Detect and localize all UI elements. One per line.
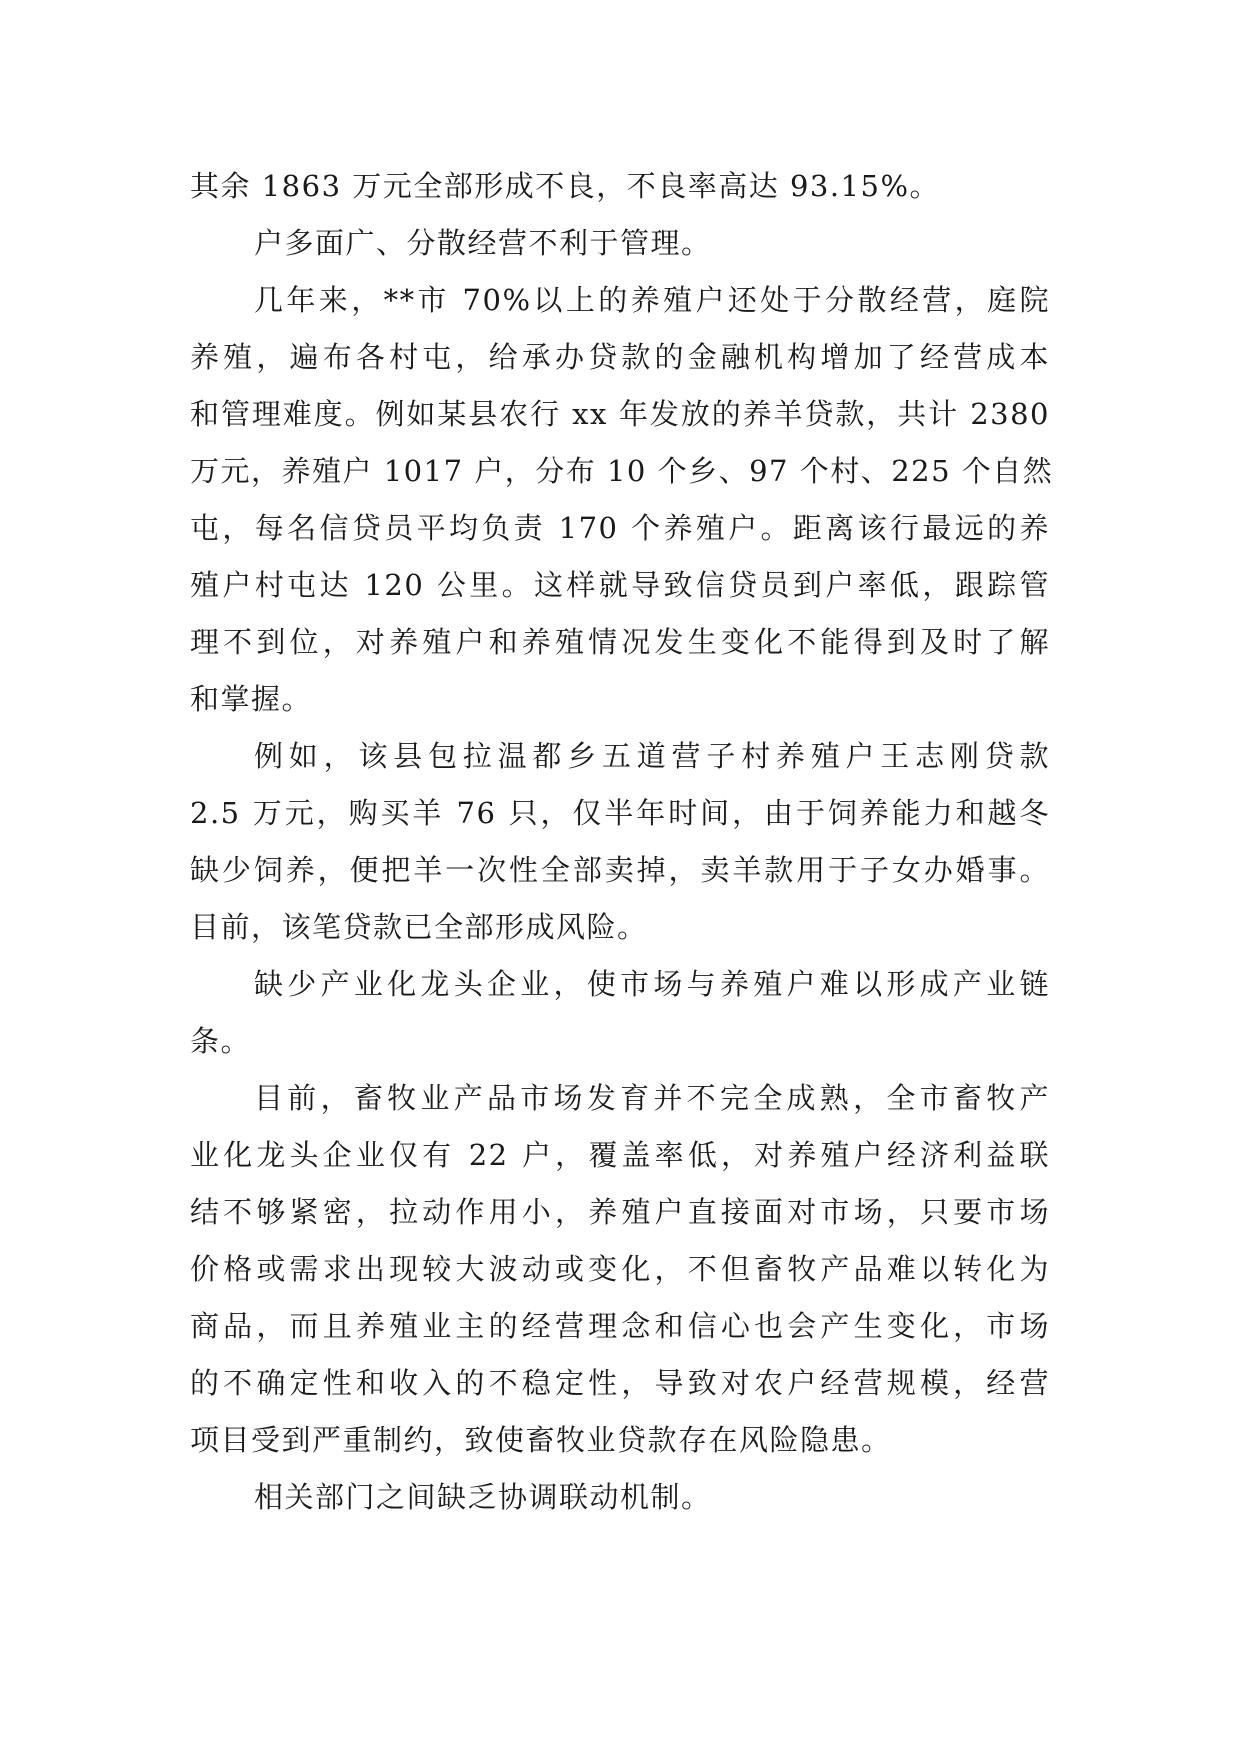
text-line: 缺少产业化龙头企业，使市场与养殖户难以形成产业链 bbox=[254, 967, 1050, 1001]
text-line: 缺少饲养，便把羊一次性全部卖掉，卖羊款用于子女办婚事。 bbox=[190, 853, 1050, 887]
text-line: 结不够紧密，拉动作用小，养殖户直接面对市场，只要市场 bbox=[190, 1195, 1050, 1229]
text-line: 屯，每名信贷员平均负责 170 个养殖户。距离该行最远的养 bbox=[190, 511, 1050, 545]
text-line: 目前，该笔贷款已全部形成风险。 bbox=[190, 910, 648, 944]
document-body bbox=[190, 158, 1054, 1526]
text-line: 理不到位，对养殖户和养殖情况发生变化不能得到及时了解 bbox=[190, 625, 1050, 659]
text-line: 养殖，遍布各村屯，给承办贷款的金融机构增加了经营成本 bbox=[190, 340, 1050, 374]
text-line: 例如，该县包拉温都乡五道营子村养殖户王志刚贷款 bbox=[254, 739, 1050, 773]
text-line: 殖户村屯达 120 公里。这样就导致信贷员到户率低，跟踪管 bbox=[190, 568, 1050, 602]
text-line: 商品，而且养殖业主的经营理念和信心也会产生变化，市场 bbox=[190, 1309, 1050, 1343]
text-line: 其余 1863 万元全部形成不良，不良率高达 93.15%。 bbox=[190, 169, 941, 203]
text-line: 相关部门之间缺乏协调联动机制。 bbox=[254, 1480, 712, 1514]
text-line: 目前，畜牧业产品市场发育并不完全成熟，全市畜牧产 bbox=[254, 1081, 1050, 1115]
text-line: 和掌握。 bbox=[190, 682, 313, 716]
text-line: 项目受到严重制约，致使畜牧业贷款存在风险隐患。 bbox=[190, 1423, 892, 1457]
text-line: 和管理难度。例如某县农行 xx 年发放的养羊贷款，共计 2380 bbox=[190, 397, 1050, 431]
text-line: 户多面广、分散经营不利于管理。 bbox=[254, 226, 712, 260]
text-line: 的不确定性和收入的不稳定性，导致对农户经营规模，经营 bbox=[190, 1366, 1050, 1400]
text-line: 业化龙头企业仅有 22 户，覆盖率低，对养殖户经济利益联 bbox=[190, 1138, 1050, 1172]
text-line: 2.5 万元，购买羊 76 只，仅半年时间，由于饲养能力和越冬 bbox=[190, 796, 1050, 830]
text-line: 几年来，**市 70%以上的养殖户还处于分散经营，庭院 bbox=[254, 283, 1050, 317]
text-line: 万元，养殖户 1017 户，分布 10 个乡、97 个村、225 个自然 bbox=[190, 454, 1054, 488]
text-line: 价格或需求出现较大波动或变化，不但畜牧产品难以转化为 bbox=[190, 1252, 1050, 1286]
text-line: 条。 bbox=[190, 1024, 252, 1058]
